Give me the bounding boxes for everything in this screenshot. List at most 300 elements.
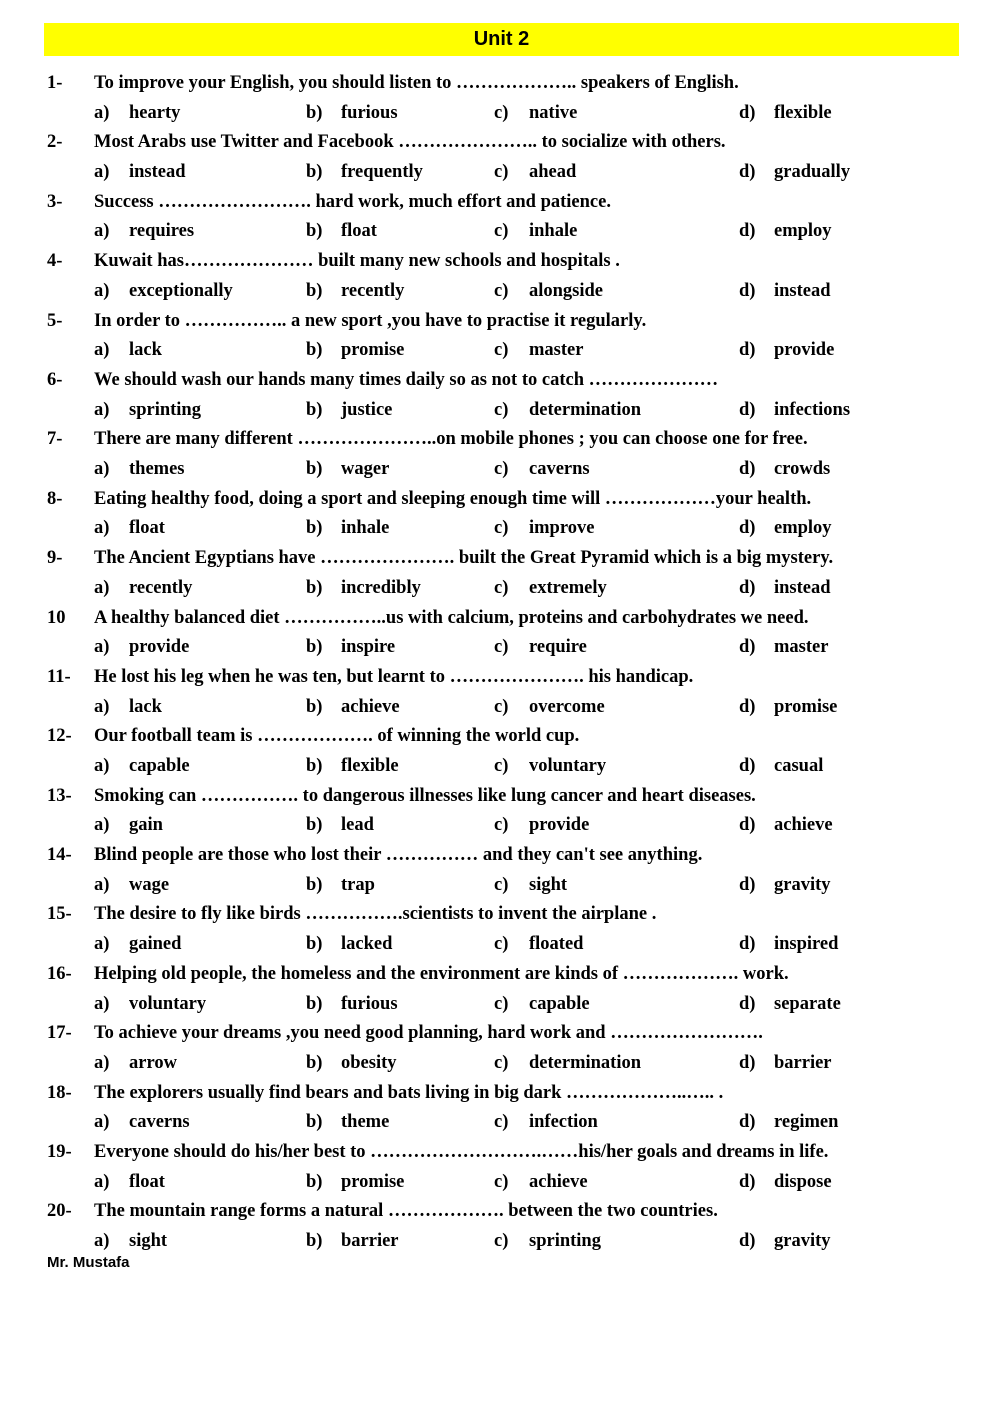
option-b[interactable] bbox=[306, 633, 395, 663]
question-text: Kuwait has………………… built many new schools and hospitals . bbox=[94, 251, 620, 272]
option-b[interactable] bbox=[306, 336, 404, 366]
option-letter: d) bbox=[739, 162, 756, 183]
option-d[interactable] bbox=[739, 99, 832, 129]
option-letter: a) bbox=[94, 1171, 110, 1192]
option-d[interactable] bbox=[739, 336, 834, 366]
option-letter: c) bbox=[494, 637, 509, 658]
option-c[interactable] bbox=[494, 752, 606, 782]
question-item bbox=[0, 69, 992, 128]
option-d[interactable] bbox=[739, 396, 850, 426]
option-text: casual bbox=[774, 755, 824, 776]
option-letter: d) bbox=[739, 399, 756, 420]
option-c[interactable] bbox=[494, 336, 583, 366]
question-number: 17- bbox=[47, 1023, 72, 1044]
question-text: Blind people are those who lost their …………… and they can't see anything. bbox=[94, 845, 703, 866]
question-number: 11- bbox=[47, 666, 71, 687]
option-text: floated bbox=[529, 934, 584, 955]
option-text: require bbox=[529, 637, 587, 658]
question-number: 5- bbox=[47, 310, 63, 331]
options-row bbox=[0, 811, 992, 841]
option-text: achieve bbox=[529, 1171, 588, 1192]
question-text: The Ancient Egyptians have …………………. built the Great Pyramid which is a big mystery. bbox=[94, 548, 834, 569]
option-text: obesity bbox=[341, 1052, 397, 1073]
question-item bbox=[0, 1138, 992, 1197]
option-d[interactable] bbox=[739, 811, 833, 841]
question-item bbox=[0, 1197, 992, 1256]
question-stem-row bbox=[0, 960, 992, 990]
option-a[interactable] bbox=[94, 1108, 190, 1138]
option-text: crowds bbox=[774, 459, 831, 480]
options-row bbox=[0, 990, 992, 1020]
question-text: To achieve your dreams ,you need good planning, hard work and ……………………. bbox=[94, 1023, 763, 1044]
option-d[interactable] bbox=[739, 871, 831, 901]
option-text: frequently bbox=[341, 162, 423, 183]
option-text: lead bbox=[341, 815, 374, 836]
option-letter: d) bbox=[739, 459, 756, 480]
option-letter: d) bbox=[739, 577, 756, 598]
option-b[interactable] bbox=[306, 158, 423, 188]
option-text: barrier bbox=[774, 1052, 832, 1073]
option-letter: b) bbox=[306, 399, 323, 420]
option-letter: d) bbox=[739, 221, 756, 242]
option-text: lack bbox=[129, 696, 162, 717]
option-c[interactable] bbox=[494, 158, 576, 188]
question-text: To improve your English, you should listen to ……………….. speakers of English. bbox=[94, 73, 739, 93]
option-text: gain bbox=[129, 815, 163, 836]
option-a[interactable] bbox=[94, 277, 233, 307]
option-letter: c) bbox=[494, 934, 509, 955]
option-d[interactable] bbox=[739, 217, 832, 247]
option-d[interactable] bbox=[739, 514, 832, 544]
option-text: regimen bbox=[774, 1112, 839, 1133]
option-text: caverns bbox=[529, 459, 590, 480]
option-a[interactable] bbox=[94, 158, 186, 188]
question-number: 8- bbox=[47, 488, 63, 509]
option-c[interactable] bbox=[494, 217, 577, 247]
option-a[interactable] bbox=[94, 871, 169, 901]
option-letter: a) bbox=[94, 755, 110, 776]
question-number: 7- bbox=[47, 429, 63, 450]
question-stem-row bbox=[0, 900, 992, 930]
question-stem-row bbox=[0, 663, 992, 693]
option-a[interactable] bbox=[94, 990, 206, 1020]
option-text: flexible bbox=[341, 755, 399, 776]
option-b[interactable] bbox=[306, 217, 377, 247]
options-row bbox=[0, 574, 992, 604]
option-text: trap bbox=[341, 874, 375, 895]
question-item bbox=[0, 307, 992, 366]
option-d[interactable] bbox=[739, 633, 828, 663]
question-number: 9- bbox=[47, 548, 63, 569]
option-c[interactable] bbox=[494, 811, 589, 841]
options-row bbox=[0, 455, 992, 485]
option-text: themes bbox=[129, 459, 185, 480]
question-item bbox=[0, 188, 992, 247]
option-a[interactable] bbox=[94, 633, 189, 663]
option-text: gravity bbox=[774, 874, 831, 895]
option-letter: c) bbox=[494, 340, 509, 361]
option-letter: b) bbox=[306, 1231, 323, 1252]
option-letter: a) bbox=[94, 459, 110, 480]
option-letter: b) bbox=[306, 340, 323, 361]
question-number: 19- bbox=[47, 1142, 72, 1163]
question-item bbox=[0, 841, 992, 900]
option-d[interactable] bbox=[739, 1108, 838, 1138]
option-letter: b) bbox=[306, 815, 323, 836]
option-text: furious bbox=[341, 102, 398, 123]
question-text: Smoking can ……………. to dangerous illnesses like lung cancer and heart diseases. bbox=[94, 785, 756, 806]
option-text: theme bbox=[341, 1112, 390, 1133]
option-letter: c) bbox=[494, 1052, 509, 1073]
option-text: instead bbox=[774, 577, 831, 598]
option-d[interactable] bbox=[739, 1168, 832, 1198]
option-text: gravity bbox=[774, 1231, 831, 1252]
option-a[interactable] bbox=[94, 217, 194, 247]
option-letter: d) bbox=[739, 696, 756, 717]
question-number: 2- bbox=[47, 132, 63, 153]
option-text: justice bbox=[341, 399, 393, 420]
option-a[interactable] bbox=[94, 514, 165, 544]
question-item bbox=[0, 366, 992, 425]
option-letter: c) bbox=[494, 815, 509, 836]
question-number: 20- bbox=[47, 1201, 72, 1222]
option-text: native bbox=[529, 102, 578, 123]
option-text: overcome bbox=[529, 696, 605, 717]
option-d[interactable] bbox=[739, 1227, 831, 1257]
option-letter: b) bbox=[306, 934, 323, 955]
question-item bbox=[0, 782, 992, 841]
option-text: flexible bbox=[774, 102, 832, 123]
option-text: extremely bbox=[529, 577, 607, 598]
option-letter: a) bbox=[94, 162, 110, 183]
option-letter: c) bbox=[494, 1171, 509, 1192]
option-text: employ bbox=[774, 518, 832, 539]
option-text: sprinting bbox=[529, 1231, 601, 1252]
option-d[interactable] bbox=[739, 930, 838, 960]
option-letter: a) bbox=[94, 280, 110, 301]
option-a[interactable] bbox=[94, 693, 162, 723]
option-c[interactable] bbox=[494, 930, 583, 960]
option-c[interactable] bbox=[494, 1227, 601, 1257]
option-text: promise bbox=[341, 1171, 405, 1192]
options-row bbox=[0, 1168, 992, 1198]
option-letter: d) bbox=[739, 1112, 756, 1133]
question-text: Helping old people, the homeless and the environment are kinds of ………………. work. bbox=[94, 963, 789, 984]
question-stem-row bbox=[0, 1079, 992, 1109]
options-row bbox=[0, 752, 992, 782]
option-text: float bbox=[129, 518, 165, 539]
option-d[interactable] bbox=[739, 158, 850, 188]
option-d[interactable] bbox=[739, 455, 830, 485]
option-letter: a) bbox=[94, 518, 110, 539]
option-letter: d) bbox=[739, 815, 756, 836]
option-b[interactable] bbox=[306, 693, 400, 723]
option-c[interactable] bbox=[494, 1108, 598, 1138]
options-row bbox=[0, 633, 992, 663]
question-stem-row bbox=[0, 425, 992, 455]
question-number: 13- bbox=[47, 785, 72, 806]
option-letter: c) bbox=[494, 162, 509, 183]
question-text: We should wash our hands many times daily so as not to catch ………………… bbox=[94, 369, 719, 390]
option-letter: a) bbox=[94, 1112, 110, 1133]
option-text: voluntary bbox=[529, 755, 607, 776]
option-text: recently bbox=[129, 577, 193, 598]
question-stem-row bbox=[0, 604, 992, 634]
option-text: inhale bbox=[341, 518, 390, 539]
option-a[interactable] bbox=[94, 930, 181, 960]
option-letter: d) bbox=[739, 934, 756, 955]
option-d[interactable] bbox=[739, 277, 831, 307]
option-a[interactable] bbox=[94, 455, 184, 485]
option-text: determination bbox=[529, 1052, 642, 1073]
options-row bbox=[0, 396, 992, 426]
question-text: Success ……………………. hard work, much effort and patience. bbox=[94, 191, 611, 212]
option-text: infections bbox=[774, 399, 851, 420]
option-c[interactable] bbox=[494, 455, 590, 485]
option-letter: d) bbox=[739, 1171, 756, 1192]
question-text: The explorers usually find bears and bats living in big dark ………………..….. . bbox=[94, 1082, 724, 1103]
question-stem-row bbox=[0, 1197, 992, 1227]
question-text: Our football team is ………………. of winning the world cup. bbox=[94, 726, 580, 747]
option-b[interactable] bbox=[306, 752, 399, 782]
option-a[interactable] bbox=[94, 752, 190, 782]
option-b[interactable] bbox=[306, 1168, 404, 1198]
option-text: sight bbox=[129, 1231, 168, 1252]
option-text: incredibly bbox=[341, 577, 421, 598]
options-row bbox=[0, 217, 992, 247]
question-text: The desire to fly like birds …………….scientists to invent the airplane . bbox=[94, 904, 657, 925]
option-letter: c) bbox=[494, 755, 509, 776]
option-b[interactable] bbox=[306, 871, 375, 901]
option-letter: c) bbox=[494, 696, 509, 717]
option-text: master bbox=[774, 637, 829, 658]
question-text: He lost his leg when he was ten, but learnt to …………………. his handicap. bbox=[94, 666, 694, 687]
question-number: 6- bbox=[47, 369, 63, 390]
question-stem-row bbox=[0, 69, 992, 99]
option-text: inspired bbox=[774, 934, 839, 955]
question-item bbox=[0, 900, 992, 959]
question-text: A healthy balanced diet ……………..us with calcium, proteins and carbohydrates we need. bbox=[94, 607, 809, 628]
option-b[interactable] bbox=[306, 1227, 399, 1257]
option-letter: c) bbox=[494, 221, 509, 242]
question-stem-row bbox=[0, 841, 992, 871]
option-b[interactable] bbox=[306, 990, 398, 1020]
option-b[interactable] bbox=[306, 1108, 389, 1138]
question-item bbox=[0, 722, 992, 781]
question-stem-row bbox=[0, 188, 992, 218]
option-text: capable bbox=[529, 993, 590, 1014]
question-stem-row bbox=[0, 544, 992, 574]
option-text: promise bbox=[341, 340, 405, 361]
question-number: 1- bbox=[47, 73, 63, 93]
option-text: inspire bbox=[341, 637, 396, 658]
option-text: sight bbox=[529, 874, 568, 895]
question-number: 15- bbox=[47, 904, 72, 925]
option-c[interactable] bbox=[494, 574, 607, 604]
option-letter: a) bbox=[94, 874, 110, 895]
option-d[interactable] bbox=[739, 574, 831, 604]
options-row bbox=[0, 514, 992, 544]
question-list bbox=[0, 69, 992, 1257]
option-d[interactable] bbox=[739, 752, 823, 782]
option-text: determination bbox=[529, 399, 642, 420]
question-item bbox=[0, 128, 992, 187]
option-b[interactable] bbox=[306, 99, 398, 129]
option-a[interactable] bbox=[94, 574, 192, 604]
question-stem-row bbox=[0, 1019, 992, 1049]
option-letter: a) bbox=[94, 1231, 110, 1252]
option-letter: b) bbox=[306, 577, 323, 598]
question-text: There are many different …………………..on mobile phones ; you can choose one for free. bbox=[94, 429, 808, 450]
option-letter: a) bbox=[94, 399, 110, 420]
question-stem-row bbox=[0, 782, 992, 812]
option-letter: a) bbox=[94, 340, 110, 361]
option-text: employ bbox=[774, 221, 832, 242]
question-number: 3- bbox=[47, 191, 63, 212]
option-b[interactable] bbox=[306, 277, 404, 307]
option-c[interactable] bbox=[494, 1049, 641, 1079]
option-text: improve bbox=[529, 518, 595, 539]
option-text: achieve bbox=[774, 815, 833, 836]
options-row bbox=[0, 336, 992, 366]
option-letter: d) bbox=[739, 874, 756, 895]
option-letter: d) bbox=[739, 518, 756, 539]
option-letter: b) bbox=[306, 874, 323, 895]
option-text: sprinting bbox=[129, 399, 201, 420]
question-stem-row bbox=[0, 128, 992, 158]
option-text: master bbox=[529, 340, 584, 361]
option-letter: b) bbox=[306, 459, 323, 480]
option-letter: b) bbox=[306, 696, 323, 717]
option-letter: b) bbox=[306, 755, 323, 776]
option-text: provide bbox=[774, 340, 835, 361]
option-text: furious bbox=[341, 993, 398, 1014]
question-item bbox=[0, 663, 992, 722]
option-c[interactable] bbox=[494, 693, 605, 723]
option-letter: d) bbox=[739, 340, 756, 361]
option-letter: c) bbox=[494, 1112, 509, 1133]
option-letter: b) bbox=[306, 102, 323, 123]
option-text: ahead bbox=[529, 162, 577, 183]
option-text: infection bbox=[529, 1112, 598, 1133]
option-text: provide bbox=[129, 637, 190, 658]
option-letter: a) bbox=[94, 637, 110, 658]
option-text: gained bbox=[129, 934, 182, 955]
option-b[interactable] bbox=[306, 514, 389, 544]
option-b[interactable] bbox=[306, 574, 421, 604]
options-row bbox=[0, 1108, 992, 1138]
unit-title: Unit 2 bbox=[44, 23, 959, 56]
option-text: wage bbox=[129, 874, 170, 895]
question-text: Most Arabs use Twitter and Facebook ………………….. to socialize with others. bbox=[94, 132, 726, 153]
option-text: capable bbox=[129, 755, 190, 776]
option-b[interactable] bbox=[306, 1049, 397, 1079]
option-text: requires bbox=[129, 221, 195, 242]
option-a[interactable] bbox=[94, 1168, 165, 1198]
option-letter: b) bbox=[306, 1171, 323, 1192]
option-letter: c) bbox=[494, 102, 509, 123]
question-number: 14- bbox=[47, 845, 72, 866]
option-d[interactable] bbox=[739, 693, 837, 723]
option-b[interactable] bbox=[306, 930, 392, 960]
option-letter: d) bbox=[739, 280, 756, 301]
option-letter: c) bbox=[494, 874, 509, 895]
question-item bbox=[0, 960, 992, 1019]
question-stem-row bbox=[0, 485, 992, 515]
option-a[interactable] bbox=[94, 811, 163, 841]
option-letter: b) bbox=[306, 280, 323, 301]
option-letter: c) bbox=[494, 518, 509, 539]
option-c[interactable] bbox=[494, 1168, 588, 1198]
option-a[interactable] bbox=[94, 396, 201, 426]
option-c[interactable] bbox=[494, 633, 587, 663]
options-row bbox=[0, 1049, 992, 1079]
option-a[interactable] bbox=[94, 99, 180, 129]
option-letter: a) bbox=[94, 577, 110, 598]
option-letter: b) bbox=[306, 637, 323, 658]
option-b[interactable] bbox=[306, 396, 392, 426]
option-letter: c) bbox=[494, 280, 509, 301]
options-row bbox=[0, 1227, 992, 1257]
option-letter: a) bbox=[94, 696, 110, 717]
option-c[interactable] bbox=[494, 990, 590, 1020]
option-d[interactable] bbox=[739, 990, 841, 1020]
option-letter: a) bbox=[94, 221, 110, 242]
option-text: gradually bbox=[774, 162, 851, 183]
option-d[interactable] bbox=[739, 1049, 832, 1079]
option-c[interactable] bbox=[494, 277, 603, 307]
option-text: wager bbox=[341, 459, 390, 480]
option-text: lacked bbox=[341, 934, 393, 955]
option-a[interactable] bbox=[94, 1227, 167, 1257]
option-a[interactable] bbox=[94, 1049, 177, 1079]
option-text: voluntary bbox=[129, 993, 207, 1014]
option-letter: b) bbox=[306, 993, 323, 1014]
option-letter: c) bbox=[494, 1231, 509, 1252]
option-text: dispose bbox=[774, 1171, 832, 1192]
option-text: achieve bbox=[341, 696, 400, 717]
option-text: barrier bbox=[341, 1231, 399, 1252]
option-c[interactable] bbox=[494, 99, 577, 129]
author-footer: Mr. Mustafa bbox=[47, 1254, 130, 1271]
option-text: separate bbox=[774, 993, 841, 1014]
option-text: hearty bbox=[129, 102, 181, 123]
question-number: 18- bbox=[47, 1082, 72, 1103]
option-letter: a) bbox=[94, 1052, 110, 1073]
option-letter: b) bbox=[306, 162, 323, 183]
option-text: exceptionally bbox=[129, 280, 233, 301]
option-letter: c) bbox=[494, 399, 509, 420]
question-item bbox=[0, 1079, 992, 1138]
option-b[interactable] bbox=[306, 811, 374, 841]
option-c[interactable] bbox=[494, 871, 567, 901]
question-text: Everyone should do his/her best to ……………………….……his/her goals and dreams in life. bbox=[94, 1142, 829, 1163]
option-text: instead bbox=[774, 280, 831, 301]
option-a[interactable] bbox=[94, 336, 162, 366]
question-stem-row bbox=[0, 247, 992, 277]
option-text: provide bbox=[529, 815, 590, 836]
option-b[interactable] bbox=[306, 455, 389, 485]
question-text: Eating healthy food, doing a sport and sleeping enough time will ………………your health. bbox=[94, 488, 812, 509]
option-c[interactable] bbox=[494, 514, 594, 544]
option-text: promise bbox=[774, 696, 838, 717]
question-text: In order to …………….. a new sport ,you have to practise it regularly. bbox=[94, 310, 647, 331]
option-letter: d) bbox=[739, 993, 756, 1014]
option-text: instead bbox=[129, 162, 186, 183]
question-number: 16- bbox=[47, 963, 72, 984]
option-text: float bbox=[341, 221, 377, 242]
option-c[interactable] bbox=[494, 396, 641, 426]
